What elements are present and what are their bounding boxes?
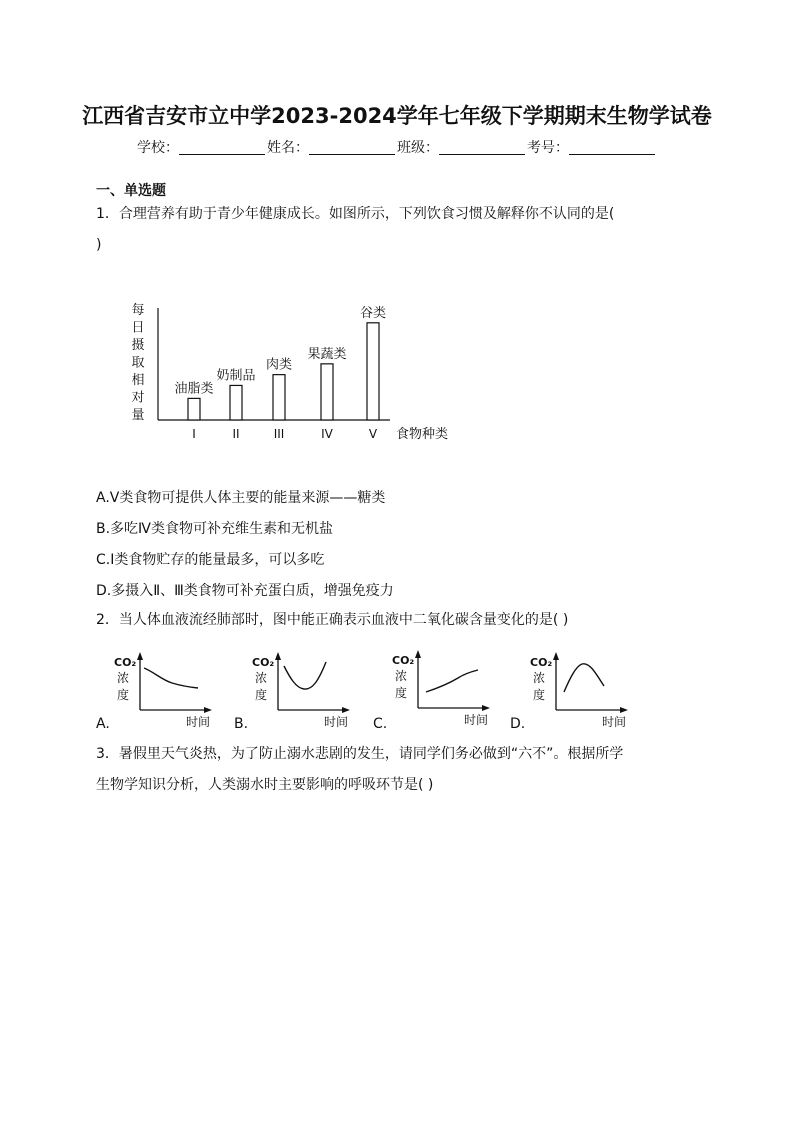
y-axis-label-char: 对 <box>131 390 145 406</box>
co2-chart-c <box>386 646 496 730</box>
question-2-stem: 2．当人体血液流经肺部时，图中能正确表示血液中二氧化碳含量变化的是( ) <box>96 612 569 628</box>
time-label: 时间 <box>186 715 211 729</box>
school-label: 学校： <box>137 140 179 156</box>
number-label: 考号： <box>527 140 569 156</box>
co2-label: CO₂ <box>114 656 137 669</box>
x-tick-5: V <box>368 427 378 441</box>
co2-chart-d <box>524 648 634 730</box>
co2-label: CO₂ <box>252 656 275 669</box>
bar-2 <box>230 385 242 420</box>
concentration-label-char: 浓 <box>533 671 546 685</box>
number-blank[interactable] <box>569 140 655 155</box>
question-2-option-c[interactable]: C. <box>373 716 388 732</box>
question-2-option-d[interactable]: D. <box>510 716 526 732</box>
concentration-label-char: 浓 <box>395 669 408 683</box>
bar-label-4: 果蔬类 <box>307 346 347 362</box>
concentration-label-char: 度 <box>117 688 130 702</box>
question-2-option-a[interactable]: A. <box>96 716 110 732</box>
name-blank[interactable] <box>309 140 395 155</box>
concentration-label-char: 浓 <box>117 671 130 685</box>
bar-label-5: 谷类 <box>359 305 387 321</box>
bar-1 <box>188 398 200 420</box>
page-title: 江西省吉安市立中学2023-2024学年七年级下学期期末生物学试卷 <box>82 104 712 128</box>
bar-5 <box>367 323 379 420</box>
co2-label: CO₂ <box>392 654 415 667</box>
student-info-line <box>0 137 794 157</box>
class-label: 班级： <box>397 140 439 156</box>
bar-label-2: 奶制品 <box>216 368 256 384</box>
y-axis-label-char: 每 <box>131 303 145 318</box>
time-label: 时间 <box>464 713 489 727</box>
concentration-label-char: 度 <box>255 688 268 702</box>
y-axis-arrow <box>137 652 143 660</box>
y-axis-label-char: 量 <box>131 408 145 423</box>
co2-curve <box>284 662 326 689</box>
question-3-stem-line1: 3．暑假里天气炎热，为了防止溺水悲剧的发生，请同学们务必做到“六不”。根据所学 <box>96 746 624 762</box>
x-axis-arrow <box>342 707 350 713</box>
x-tick-4: IV <box>321 427 333 441</box>
question-3-stem-line2: 生物学知识分析，人类溺水时主要影响的呼吸环节是( ) <box>96 777 434 793</box>
question-1-option-c[interactable]: C.I类食物贮存的能量最多，可以多吃 <box>96 552 325 568</box>
class-blank[interactable] <box>439 140 525 155</box>
co2-chart-a <box>108 648 218 730</box>
co2-curve <box>564 664 604 692</box>
name-label: 姓名： <box>267 140 309 156</box>
co2-chart-b <box>246 648 356 730</box>
x-axis-arrow <box>620 707 628 713</box>
section-title: 一、单选题 <box>96 183 166 199</box>
x-tick-3: III <box>273 427 285 441</box>
co2-curve <box>426 670 478 692</box>
y-axis-label-char: 取 <box>131 355 145 371</box>
time-label: 时间 <box>602 715 627 729</box>
bar-3 <box>273 375 285 420</box>
concentration-label-char: 度 <box>533 688 546 702</box>
food-intake-bar-chart <box>130 300 470 450</box>
time-label: 时间 <box>324 715 349 729</box>
x-axis-label: 食物种类 <box>396 427 449 442</box>
x-tick-2: II <box>232 427 240 441</box>
question-1-stem-line1: 1．合理营养有助于青少年健康成长。如图所示，下列饮食习惯及解释你不认同的是( <box>96 206 615 222</box>
y-axis-label-char: 摄 <box>131 338 145 353</box>
x-tick-1: I <box>192 427 196 441</box>
x-axis-arrow <box>482 705 490 711</box>
question-1-stem-line2: ) <box>96 237 102 253</box>
bar-4 <box>321 364 333 420</box>
co2-label: CO₂ <box>530 656 553 669</box>
concentration-label-char: 度 <box>395 686 408 700</box>
question-1-option-d[interactable]: D.多摄入Ⅱ、Ⅲ类食物可补充蛋白质，增强免疫力 <box>96 583 394 599</box>
y-axis-arrow <box>415 650 421 658</box>
co2-curve <box>144 668 198 688</box>
bar-label-3: 肉类 <box>265 357 293 373</box>
concentration-label-char: 浓 <box>255 671 268 685</box>
question-2-option-b[interactable]: B. <box>234 716 249 732</box>
x-axis-arrow <box>204 707 212 713</box>
question-1-option-a[interactable]: A.V类食物可提供人体主要的能量来源——糖类 <box>96 490 386 506</box>
y-axis-arrow <box>275 652 281 660</box>
y-axis-label-char: 相 <box>131 373 145 388</box>
bar-label-1: 油脂类 <box>174 381 214 397</box>
school-blank[interactable] <box>179 140 265 155</box>
y-axis-arrow <box>553 652 559 660</box>
question-1-option-b[interactable]: B.多吃Ⅳ类食物可补充维生素和无机盐 <box>96 521 333 537</box>
y-axis-label-char: 日 <box>131 320 145 336</box>
